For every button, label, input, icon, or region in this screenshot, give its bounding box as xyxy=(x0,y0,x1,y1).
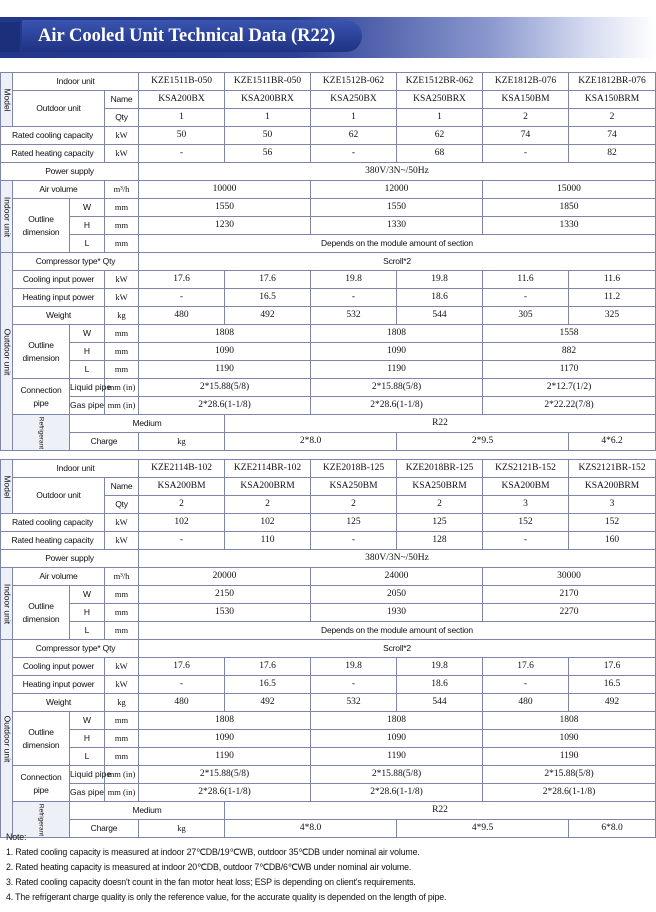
outdoor-name-cell: KSA200BX xyxy=(139,91,225,109)
dimension-label: L xyxy=(70,235,105,253)
liquid-pipe-cell: 2*15.88(5/8) xyxy=(311,766,483,784)
air-volume-cell: 10000 xyxy=(139,181,311,199)
row-label: Cooling input power xyxy=(13,658,105,676)
indoor-model-cell: KZE2018B-125 xyxy=(311,460,397,478)
liquid-pipe-cell: 2*15.88(5/8) xyxy=(483,766,656,784)
pipe-label: Liquid pipe xyxy=(70,379,105,397)
indoor-model-cell: KZE1511BR-050 xyxy=(225,73,311,91)
gas-pipe-cell: 2*28.6(1-1/8) xyxy=(311,397,483,415)
outdoor-length-cell: 1190 xyxy=(311,748,483,766)
section-label: Outdoor unit xyxy=(2,328,12,375)
dimension-label: L xyxy=(70,361,105,379)
indoor-width-cell: 1550 xyxy=(139,199,311,217)
gas-pipe-cell: 2*22.22(7/8) xyxy=(483,397,656,415)
compressor-cell: Scroll*2 xyxy=(139,253,656,271)
unit-cell: mm xyxy=(105,604,139,622)
qty-cell: 2 xyxy=(569,109,656,127)
unit-cell: mm xyxy=(105,622,139,640)
qty-cell: 3 xyxy=(483,496,569,514)
row-label: Weight xyxy=(13,307,105,325)
power-supply-cell: 380V/3N~/50Hz xyxy=(139,550,656,568)
section-label: Refrigerant xyxy=(37,803,45,836)
weight-cell: 532 xyxy=(311,307,397,325)
gas-pipe-cell: 2*28.6(1-1/8) xyxy=(311,784,483,802)
outdoor-name-cell: KSA250BM xyxy=(311,478,397,496)
cooling-input-cell: 17.6 xyxy=(225,271,311,289)
unit-cell: mm xyxy=(105,217,139,235)
outdoor-name-cell: KSA250BX xyxy=(311,91,397,109)
medium-cell: R22 xyxy=(225,415,656,433)
weight-cell: 305 xyxy=(483,307,569,325)
note-item: 1. Rated cooling capacity is measured at indoor 27℃DB/19℃WB, outdoor 35℃DB under nominal air volume. xyxy=(6,847,420,857)
cooling-capacity-cell: 102 xyxy=(225,514,311,532)
indoor-height-cell: 1530 xyxy=(139,604,311,622)
weight-cell: 492 xyxy=(225,694,311,712)
unit-cell: kW xyxy=(105,145,139,163)
unit-cell: kW xyxy=(105,289,139,307)
weight-cell: 480 xyxy=(483,694,569,712)
charge-cell: 2*9.5 xyxy=(397,433,569,451)
outdoor-name-cell: KSA200BM xyxy=(139,478,225,496)
outdoor-length-cell: 1190 xyxy=(139,748,311,766)
heating-capacity-cell: 128 xyxy=(397,532,483,550)
weight-cell: 480 xyxy=(139,307,225,325)
note-item: 2. Rated heating capacity is measured at indoor 20℃DB, outdoor 7℃DB/6℃WB under nominal air volume. xyxy=(6,862,412,872)
row-sublabel: Qty xyxy=(105,109,139,127)
unit-cell: kg xyxy=(105,694,139,712)
cooling-capacity-cell: 62 xyxy=(397,127,483,145)
unit-cell: mm xyxy=(105,325,139,343)
unit-cell: kg xyxy=(139,820,225,838)
heating-input-cell: 18.6 xyxy=(397,676,483,694)
indoor-model-cell: KZE1812BR-076 xyxy=(569,73,656,91)
compressor-cell: Scroll*2 xyxy=(139,640,656,658)
outdoor-height-cell: 1090 xyxy=(139,730,311,748)
unit-cell: kW xyxy=(105,271,139,289)
row-label: Outline dimension xyxy=(13,325,70,379)
heating-capacity-cell: - xyxy=(139,532,225,550)
heating-input-cell: - xyxy=(311,289,397,307)
unit-cell: mm xyxy=(105,748,139,766)
dimension-label: H xyxy=(70,343,105,361)
banner-accent-block xyxy=(0,22,20,52)
unit-cell: mm (in) xyxy=(105,379,139,397)
qty-cell: 1 xyxy=(225,109,311,127)
indoor-height-cell: 1330 xyxy=(483,217,656,235)
spec-table xyxy=(0,72,656,451)
unit-cell: kg xyxy=(139,433,225,451)
unit-cell: mm xyxy=(105,199,139,217)
indoor-width-cell: 1850 xyxy=(483,199,656,217)
cooling-input-cell: 19.8 xyxy=(397,271,483,289)
section-label: Model xyxy=(2,474,12,499)
section-indoor xyxy=(1,568,13,640)
charge-cell: 4*9.5 xyxy=(397,820,569,838)
dimension-label: L xyxy=(70,748,105,766)
air-volume-cell: 24000 xyxy=(311,568,483,586)
outdoor-height-cell: 1090 xyxy=(311,730,483,748)
cooling-input-cell: 17.6 xyxy=(139,271,225,289)
indoor-width-cell: 2150 xyxy=(139,586,311,604)
outdoor-name-cell: KSA250BRX xyxy=(397,91,483,109)
section-outdoor xyxy=(1,253,13,451)
charge-cell: 4*8.0 xyxy=(225,820,397,838)
notes-section xyxy=(6,830,651,905)
unit-cell: mm (in) xyxy=(105,766,139,784)
weight-cell: 532 xyxy=(311,694,397,712)
indoor-height-cell: 2270 xyxy=(483,604,656,622)
cooling-capacity-cell: 152 xyxy=(569,514,656,532)
cooling-capacity-cell: 102 xyxy=(139,514,225,532)
heating-input-cell: - xyxy=(483,289,569,307)
section-model xyxy=(1,73,13,127)
indoor-model-cell: KZE1812B-076 xyxy=(483,73,569,91)
outdoor-name-cell: KSA150BRM xyxy=(569,91,656,109)
liquid-pipe-cell: 2*12.7(1/2) xyxy=(483,379,656,397)
note-item: 3. Rated cooling capacity doesn't count in the fan motor heat loss; ESP is depending on client's requirements. xyxy=(6,877,416,887)
heating-capacity-cell: - xyxy=(311,145,397,163)
cooling-capacity-cell: 125 xyxy=(397,514,483,532)
row-label: Air volume xyxy=(13,568,105,586)
outdoor-name-cell: KSA200BM xyxy=(483,478,569,496)
cooling-input-cell: 17.6 xyxy=(483,658,569,676)
cooling-capacity-cell: 74 xyxy=(483,127,569,145)
charge-cell: 6*8.0 xyxy=(569,820,656,838)
dimension-label: W xyxy=(70,712,105,730)
weight-cell: 480 xyxy=(139,694,225,712)
row-label: Rated cooling capacity xyxy=(1,127,105,145)
gas-pipe-cell: 2*28.6(1-1/8) xyxy=(139,397,311,415)
heating-capacity-cell: 110 xyxy=(225,532,311,550)
indoor-width-cell: 2170 xyxy=(483,586,656,604)
row-label: Power supply xyxy=(1,550,139,568)
cooling-capacity-cell: 152 xyxy=(483,514,569,532)
indoor-model-cell: KZS2121BR-152 xyxy=(569,460,656,478)
outdoor-name-cell: KSA200BRX xyxy=(225,91,311,109)
gas-pipe-cell: 2*28.6(1-1/8) xyxy=(139,784,311,802)
liquid-pipe-cell: 2*15.88(5/8) xyxy=(311,379,483,397)
row-label: Indoor unit xyxy=(13,73,139,91)
row-label: Air volume xyxy=(13,181,105,199)
heating-input-cell: - xyxy=(311,676,397,694)
heating-input-cell: - xyxy=(483,676,569,694)
indoor-length-cell: Depends on the module amount of section xyxy=(139,622,656,640)
liquid-pipe-cell: 2*15.88(5/8) xyxy=(139,379,311,397)
outdoor-width-cell: 1808 xyxy=(311,325,483,343)
qty-cell: 2 xyxy=(225,496,311,514)
outdoor-width-cell: 1808 xyxy=(311,712,483,730)
outdoor-name-cell: KSA250BRM xyxy=(397,478,483,496)
row-label: Rated heating capacity xyxy=(1,145,105,163)
heating-input-cell: - xyxy=(139,289,225,307)
section-indoor xyxy=(1,181,13,253)
heating-capacity-cell: - xyxy=(483,145,569,163)
cooling-input-cell: 17.6 xyxy=(569,658,656,676)
row-label: Outline dimension xyxy=(13,199,70,253)
row-label: Weight xyxy=(13,694,105,712)
spec-table xyxy=(0,459,656,838)
indoor-model-cell: KZS2121B-152 xyxy=(483,460,569,478)
charge-cell: 4*6.2 xyxy=(569,433,656,451)
unit-cell: kW xyxy=(105,532,139,550)
weight-cell: 492 xyxy=(569,694,656,712)
indoor-height-cell: 1930 xyxy=(311,604,483,622)
section-label: Indoor unit xyxy=(2,196,12,237)
cooling-capacity-cell: 74 xyxy=(569,127,656,145)
cooling-capacity-cell: 50 xyxy=(225,127,311,145)
indoor-width-cell: 2050 xyxy=(311,586,483,604)
indoor-model-cell: KZE2018BR-125 xyxy=(397,460,483,478)
note-item: 4. The refrigerant charge quality is only the reference value, for the accurate quality is depended on the length of pipe. xyxy=(6,892,447,902)
cooling-input-cell: 19.8 xyxy=(311,658,397,676)
outdoor-height-cell: 1090 xyxy=(139,343,311,361)
dimension-label: L xyxy=(70,622,105,640)
heating-input-cell: 16.5 xyxy=(225,676,311,694)
row-sublabel: Name xyxy=(105,478,139,496)
page-title: Air Cooled Unit Technical Data (R22) xyxy=(22,20,362,52)
air-volume-cell: 15000 xyxy=(483,181,656,199)
heating-capacity-cell: 82 xyxy=(569,145,656,163)
outdoor-name-cell: KSA150BM xyxy=(483,91,569,109)
unit-cell: mm xyxy=(105,343,139,361)
outdoor-name-cell: KSA200BRM xyxy=(225,478,311,496)
row-label: Rated heating capacity xyxy=(1,532,105,550)
heating-input-cell: 16.5 xyxy=(569,676,656,694)
unit-cell: kW xyxy=(105,676,139,694)
cooling-input-cell: 11.6 xyxy=(483,271,569,289)
heating-capacity-cell: - xyxy=(311,532,397,550)
weight-cell: 544 xyxy=(397,307,483,325)
pipe-label: Gas pipe xyxy=(70,784,105,802)
row-label: Charge xyxy=(70,433,139,451)
unit-cell: kW xyxy=(105,127,139,145)
outdoor-length-cell: 1190 xyxy=(483,748,656,766)
indoor-model-cell: KZE1512B-062 xyxy=(311,73,397,91)
indoor-model-cell: KZE1512BR-062 xyxy=(397,73,483,91)
indoor-length-cell: Depends on the module amount of section xyxy=(139,235,656,253)
air-volume-cell: 12000 xyxy=(311,181,483,199)
outdoor-length-cell: 1170 xyxy=(483,361,656,379)
row-label: Medium xyxy=(70,802,225,820)
gas-pipe-cell: 2*28.6(1-1/8) xyxy=(483,784,656,802)
unit-cell: mm xyxy=(105,586,139,604)
heating-capacity-cell: 160 xyxy=(569,532,656,550)
qty-cell: 1 xyxy=(397,109,483,127)
section-label: Refrigerant xyxy=(37,416,45,449)
row-label: Heating input power xyxy=(13,289,105,307)
unit-cell: kg xyxy=(105,307,139,325)
row-label: Cooling input power xyxy=(13,271,105,289)
qty-cell: 1 xyxy=(139,109,225,127)
power-supply-cell: 380V/3N~/50Hz xyxy=(139,163,656,181)
heating-input-cell: 16.5 xyxy=(225,289,311,307)
dimension-label: W xyxy=(70,586,105,604)
row-label: Outdoor unit xyxy=(13,91,105,127)
heating-capacity-cell: 56 xyxy=(225,145,311,163)
qty-cell: 3 xyxy=(569,496,656,514)
pipe-label: Liquid pipe xyxy=(70,766,105,784)
row-sublabel: Name xyxy=(105,91,139,109)
dimension-label: W xyxy=(70,199,105,217)
heating-input-cell: - xyxy=(139,676,225,694)
row-sublabel: Qty xyxy=(105,496,139,514)
section-label: Outdoor unit xyxy=(2,715,12,762)
outdoor-width-cell: 1808 xyxy=(483,712,656,730)
outdoor-width-cell: 1558 xyxy=(483,325,656,343)
qty-cell: 2 xyxy=(139,496,225,514)
unit-cell: mm xyxy=(105,235,139,253)
row-label: Heating input power xyxy=(13,676,105,694)
outdoor-name-cell: KSA200BRM xyxy=(569,478,656,496)
outdoor-height-cell: 1090 xyxy=(483,730,656,748)
row-label: Connection pipe xyxy=(13,379,70,415)
row-label: Rated cooling capacity xyxy=(1,514,105,532)
outdoor-width-cell: 1808 xyxy=(139,712,311,730)
row-label: Compressor type* Qty xyxy=(13,253,139,271)
qty-cell: 1 xyxy=(311,109,397,127)
cooling-capacity-cell: 62 xyxy=(311,127,397,145)
unit-cell: mm xyxy=(105,361,139,379)
air-volume-cell: 30000 xyxy=(483,568,656,586)
indoor-model-cell: KZE2114B-102 xyxy=(139,460,225,478)
weight-cell: 544 xyxy=(397,694,483,712)
weight-cell: 325 xyxy=(569,307,656,325)
row-label: Outdoor unit xyxy=(13,478,105,514)
indoor-height-cell: 1330 xyxy=(311,217,483,235)
unit-cell: mm xyxy=(105,712,139,730)
heating-capacity-cell: 68 xyxy=(397,145,483,163)
row-label: Compressor type* Qty xyxy=(13,640,139,658)
outdoor-width-cell: 1808 xyxy=(139,325,311,343)
qty-cell: 2 xyxy=(311,496,397,514)
row-label: Outline dimension xyxy=(13,712,70,766)
indoor-width-cell: 1550 xyxy=(311,199,483,217)
dimension-label: W xyxy=(70,325,105,343)
outdoor-height-cell: 1090 xyxy=(311,343,483,361)
cooling-input-cell: 19.8 xyxy=(397,658,483,676)
section-label: Model xyxy=(2,87,12,112)
outdoor-height-cell: 882 xyxy=(483,343,656,361)
heating-capacity-cell: - xyxy=(483,532,569,550)
cooling-input-cell: 11.6 xyxy=(569,271,656,289)
heating-capacity-cell: - xyxy=(139,145,225,163)
unit-cell: mm (in) xyxy=(105,397,139,415)
cooling-input-cell: 17.6 xyxy=(139,658,225,676)
unit-cell: m³/h xyxy=(105,568,139,586)
section-model xyxy=(1,460,13,514)
indoor-model-cell: KZE1511B-050 xyxy=(139,73,225,91)
charge-cell: 2*8.0 xyxy=(225,433,397,451)
row-label: Outline dimension xyxy=(13,586,70,640)
cooling-input-cell: 19.8 xyxy=(311,271,397,289)
indoor-height-cell: 1230 xyxy=(139,217,311,235)
air-volume-cell: 20000 xyxy=(139,568,311,586)
liquid-pipe-cell: 2*15.88(5/8) xyxy=(139,766,311,784)
heating-input-cell: 18.6 xyxy=(397,289,483,307)
cooling-capacity-cell: 50 xyxy=(139,127,225,145)
heating-input-cell: 11.2 xyxy=(569,289,656,307)
cooling-capacity-cell: 125 xyxy=(311,514,397,532)
section-label: Indoor unit xyxy=(2,583,12,624)
row-label: Charge xyxy=(70,820,139,838)
unit-cell: mm (in) xyxy=(105,784,139,802)
unit-cell: kW xyxy=(105,514,139,532)
row-label: Connection pipe xyxy=(13,766,70,802)
qty-cell: 2 xyxy=(483,109,569,127)
dimension-label: H xyxy=(70,217,105,235)
outdoor-length-cell: 1190 xyxy=(311,361,483,379)
cooling-input-cell: 17.6 xyxy=(225,658,311,676)
section-outdoor xyxy=(1,640,13,838)
row-label: Power supply xyxy=(1,163,139,181)
dimension-label: H xyxy=(70,730,105,748)
indoor-model-cell: KZE2114BR-102 xyxy=(225,460,311,478)
outdoor-length-cell: 1190 xyxy=(139,361,311,379)
weight-cell: 492 xyxy=(225,307,311,325)
row-label: Indoor unit xyxy=(13,460,139,478)
unit-cell: kW xyxy=(105,658,139,676)
row-label: Medium xyxy=(70,415,225,433)
pipe-label: Gas pipe xyxy=(70,397,105,415)
qty-cell: 2 xyxy=(397,496,483,514)
unit-cell: m³/h xyxy=(105,181,139,199)
notes-heading: Note: xyxy=(6,832,27,842)
section-refrigerant xyxy=(13,415,70,451)
unit-cell: mm xyxy=(105,730,139,748)
dimension-label: H xyxy=(70,604,105,622)
medium-cell: R22 xyxy=(225,802,656,820)
